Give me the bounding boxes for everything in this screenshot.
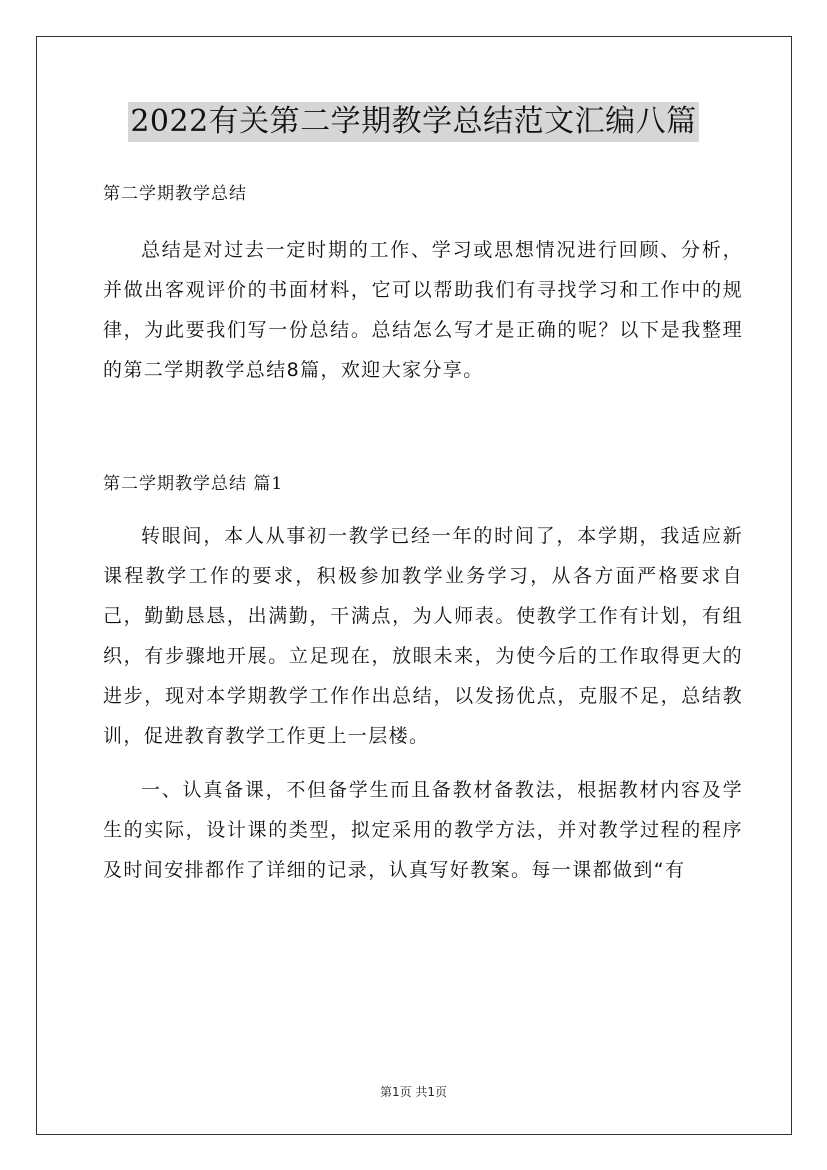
document-body: [103, 180, 743, 890]
title-container: [0, 102, 827, 142]
page-footer: 第1页 共1页: [379, 1085, 448, 1099]
article-heading: 第二学期教学总结 篇1: [103, 474, 284, 494]
body-paragraph-1: 转眼间，本人从事初一教学已经一年的时间了，本学期，我适应新课程教学工作的要求，积极参加教学业务学习，从各方面严格要求自己，勤勤恳恳，出满勤，干满点，为人师表。使教学工作有计划，有组织，有步骤地开展。立足现在，放眼未来，为使今后的工作取得更大的进步，现对本学期教学工作作出总结，以发扬优点，克服不足，总结教训，促进教育教学工作更上一层楼。: [103, 525, 743, 747]
body-paragraph-2: 一、认真备课，不但备学生而且备教材备教法，根据教材内容及学生的实际，设计课的类型，拟定采用的教学方法，并对教学过程的程序及时间安排都作了详细的记录，认真写好教案。每一课都做到“有: [103, 779, 743, 881]
intro-paragraph: 总结是对过去一定时期的工作、学习或思想情况进行回顾、分析，并做出客观评价的书面材料，它可以帮助我们有寻找学习和工作中的规律，为此要我们写一份总结。总结怎么写才是正确的呢？以下是我整理的第二学期教学总结8篇，欢迎大家分享。: [103, 239, 743, 381]
document-title: 2022有关第二学期教学总结范文汇编八篇: [128, 102, 698, 142]
section-heading: 第二学期教学总结: [103, 184, 247, 204]
